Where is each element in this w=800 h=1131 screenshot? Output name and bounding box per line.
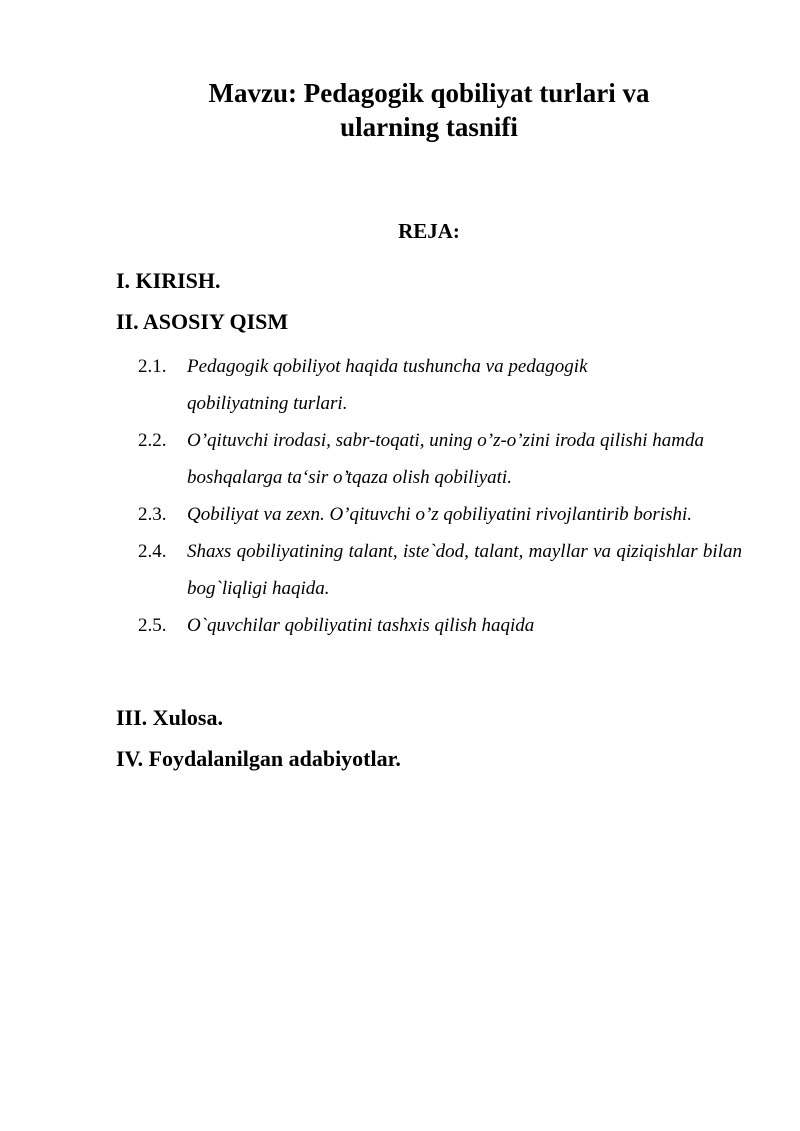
subsection-text: O`quvchilar qobiliyatini tashxis qilish haqida <box>187 615 535 636</box>
subsection-number: 2.1. <box>138 356 167 377</box>
subsection-text: O’qituvchi irodasi, sabr-toqati, uning o’z-o’zini iroda qilishi hamda boshqalarga ta‘sir o’tqaza olish qobiliyati. <box>187 430 705 488</box>
section-conclusion: III. Xulosa. <box>116 705 223 730</box>
subsection-list <box>138 348 742 644</box>
list-item <box>138 422 742 496</box>
section-main: II. ASOSIY QISM <box>116 309 289 334</box>
subsection-text: Qobiliyat va zexn. O’qituvchi o’z qobiliyatini rivojlantirib borishi. <box>187 504 693 525</box>
title-line-1: Mavzu: Pedagogik qobiliyat turlari va <box>208 78 650 108</box>
plan-heading: REJA: <box>398 219 460 243</box>
list-item <box>138 348 742 422</box>
section-intro: I. KIRISH. <box>116 268 221 293</box>
list-item <box>138 533 742 607</box>
document-title <box>0 76 800 144</box>
subsection-number: 2.3. <box>138 504 167 525</box>
subsection-text: Shaxs qobiliyatining talant, iste`dod, talant, mayllar va qiziqishlar bilan bog`liqligi haqida. <box>187 541 742 599</box>
subsection-text: Pedagogik qobiliyot haqida tushuncha va pedagogik qobiliyatning turlari. <box>187 356 588 414</box>
list-item <box>138 607 742 644</box>
title-line-2: ularning tasnifi <box>340 112 518 142</box>
subsection-number: 2.2. <box>138 430 167 451</box>
subsection-number: 2.4. <box>138 541 167 562</box>
subsection-number: 2.5. <box>138 615 167 636</box>
list-item <box>138 496 742 533</box>
section-references: IV. Foydalanilgan adabiyotlar. <box>116 746 401 771</box>
